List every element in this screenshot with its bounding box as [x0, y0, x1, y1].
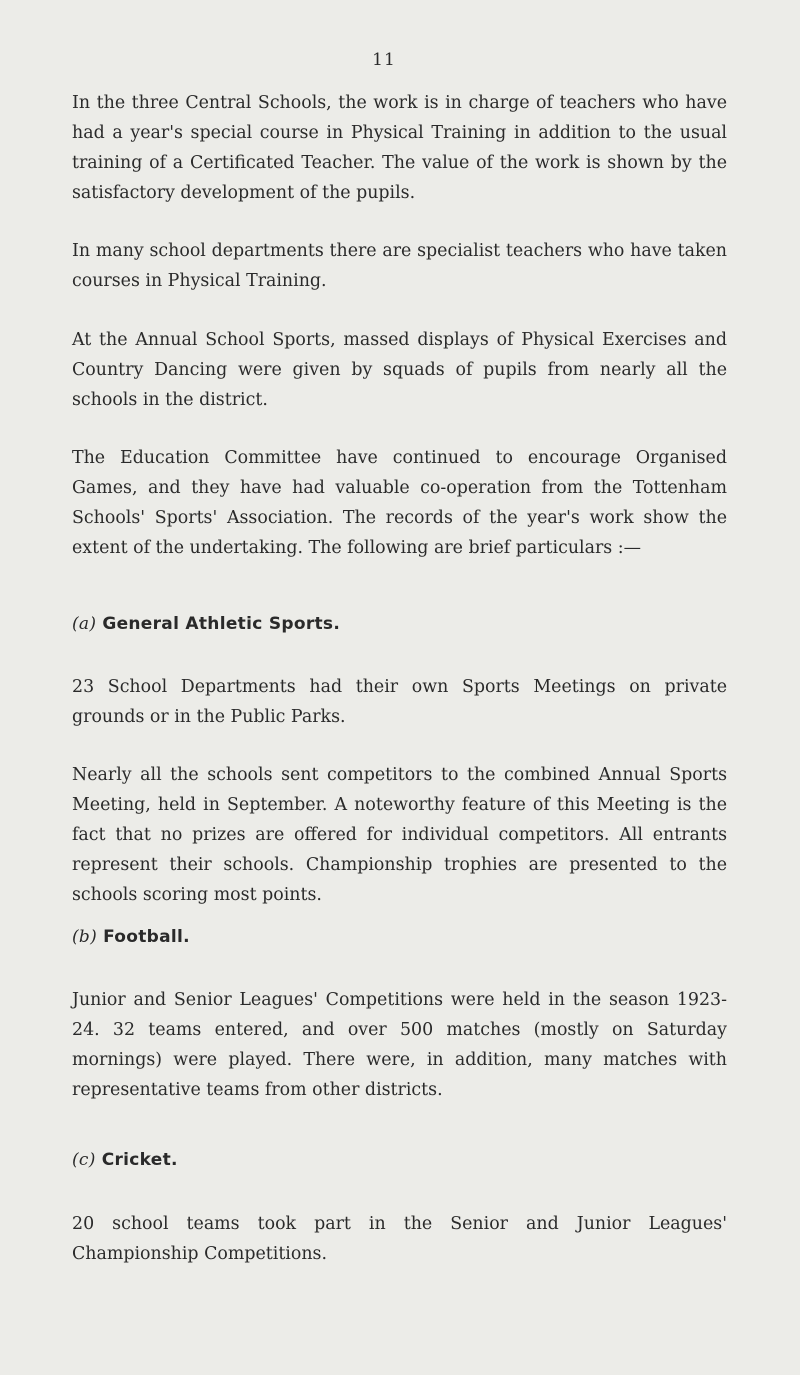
paragraph-central-schools: In the three Central Schools, the work is in charge of teachers who have had a year's special course in Physical Training in addition to the usual training of a Certificated Teacher. The value of the work is shown by the satisfactory development of the pupils. [72, 93, 727, 203]
paragraph-specialist-teachers: In many school departments there are specialist teachers who have taken courses in Physical Training. [72, 241, 727, 291]
paragraph-athletic-1: 23 School Departments had their own Sports Meetings on private grounds or in the Public Parks. [72, 677, 727, 727]
section-heading-football [72, 927, 190, 947]
paragraph-athletic-2: Nearly all the schools sent competitors to the combined Annual Sports Meeting, held in September. A noteworthy feature of this Meeting is the fact that no prizes are offered for individual competitors. All entrants represent their schools. Championship trophies are presented to the schools scoring most points. [72, 765, 727, 905]
section-title: Football. [103, 927, 190, 947]
section-heading-cricket [72, 1150, 178, 1170]
section-title: Cricket. [101, 1150, 178, 1170]
section-marker: (b) [72, 927, 98, 947]
paragraph-cricket-1: 20 school teams took part in the Senior and Junior Leagues' Championship Competitions. [72, 1214, 727, 1264]
paragraph-annual-sports: At the Annual School Sports, massed displays of Physical Exercises and Country Dancing were given by squads of pupils from nearly all the schools in the district. [72, 330, 727, 410]
section-marker: (a) [72, 614, 97, 634]
section-heading-athletic [72, 614, 340, 634]
paragraph-football-1: Junior and Senior Leagues' Competitions were held in the season 1923-24. 32 teams entered, and over 500 matches (mostly on Saturday mornings) were played. There were, in addition, many matches with representative teams from other districts. [72, 990, 727, 1100]
section-title: General Athletic Sports. [102, 614, 341, 634]
paragraph-organised-games: The Education Committee have continued to encourage Organised Games, and they have had valuable co-operation from the Tottenham Schools' Sports' Association. The records of the year's work show the extent of the undertaking. The following are brief particulars :— [72, 448, 727, 558]
section-marker: (c) [72, 1150, 96, 1170]
page-number: 11 [372, 50, 396, 70]
